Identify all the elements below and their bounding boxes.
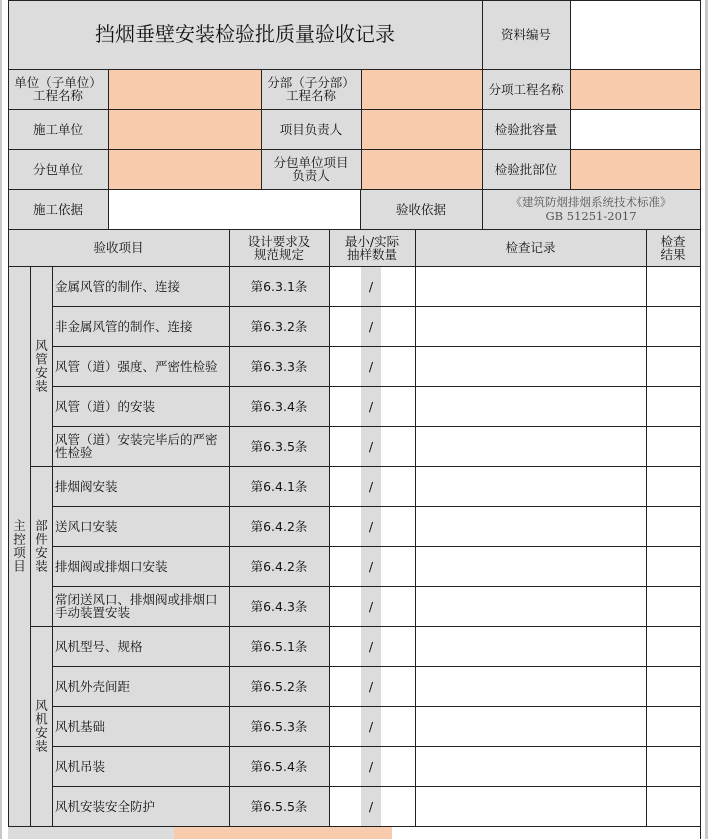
construction-basis-value[interactable]	[108, 189, 360, 229]
inspection-item: 风机外壳间距	[52, 666, 229, 706]
min-sample-input[interactable]	[329, 466, 361, 506]
sample-separator: /	[361, 426, 381, 466]
spec-clause: 第6.3.3条	[229, 346, 329, 386]
subitem-name-label: 分项工程名称	[482, 69, 570, 109]
inspection-record-input[interactable]	[415, 746, 646, 786]
sample-separator: /	[361, 506, 381, 546]
inspection-item: 排烟阀安装	[52, 466, 229, 506]
actual-sample-input[interactable]	[381, 546, 415, 586]
spec-clause: 第6.4.2条	[229, 506, 329, 546]
batch-location-value[interactable]	[570, 149, 700, 189]
inspection-result-input[interactable]	[646, 346, 700, 386]
spec-clause: 第6.4.3条	[229, 586, 329, 626]
sample-separator: /	[361, 266, 381, 306]
actual-sample-input[interactable]	[381, 706, 415, 746]
inspection-record-input[interactable]	[415, 426, 646, 466]
division-name-label: 分部（子分部） 工程名称	[261, 69, 361, 109]
inspection-record-input[interactable]	[415, 266, 646, 306]
actual-sample-input[interactable]	[381, 266, 415, 306]
spec-clause: 第6.5.5条	[229, 786, 329, 826]
inspection-item: 常闭送风口、排烟阀或排烟口手动装置安装	[52, 586, 229, 626]
actual-sample-input[interactable]	[381, 746, 415, 786]
sub-manager-value[interactable]	[361, 149, 482, 189]
actual-sample-input[interactable]	[381, 306, 415, 346]
inspection-record-input[interactable]	[415, 706, 646, 746]
subcontractor-label: 分包单位	[8, 149, 108, 189]
inspection-item: 排烟阀或排烟口安装	[52, 546, 229, 586]
division-name-value[interactable]	[361, 69, 482, 109]
doc-no-value[interactable]	[570, 0, 700, 69]
inspection-record-input[interactable]	[415, 786, 646, 826]
actual-sample-input[interactable]	[381, 586, 415, 626]
batch-capacity-label: 检验批容量	[482, 109, 570, 149]
sample-separator: /	[361, 386, 381, 426]
acceptance-basis-label: 验收依据	[360, 189, 482, 229]
min-sample-input[interactable]	[329, 666, 361, 706]
inspection-record-input[interactable]	[415, 666, 646, 706]
bottom-row-rest	[392, 827, 700, 839]
col-header-item: 验收项目	[8, 229, 229, 266]
sample-separator: /	[361, 306, 381, 346]
spec-clause: 第6.5.3条	[229, 706, 329, 746]
acceptance-basis-value: 《建筑防烟排烟系统技术标准》 GB 51251-2017	[482, 189, 700, 229]
inspection-result-input[interactable]	[646, 586, 700, 626]
actual-sample-input[interactable]	[381, 466, 415, 506]
inspection-result-input[interactable]	[646, 546, 700, 586]
spec-clause: 第6.5.4条	[229, 746, 329, 786]
sample-separator: /	[361, 586, 381, 626]
group-label-fan: 风机安装	[30, 626, 52, 826]
col-header-record: 检查记录	[415, 229, 646, 266]
group-label-component: 部件安装	[30, 466, 52, 626]
min-sample-input[interactable]	[329, 306, 361, 346]
subcontractor-value[interactable]	[108, 149, 261, 189]
col-header-sample: 最小/实际 抽样数量	[329, 229, 415, 266]
bottom-row-label	[8, 827, 174, 839]
inspection-result-input[interactable]	[646, 506, 700, 546]
project-manager-value[interactable]	[361, 109, 482, 149]
inspection-result-input[interactable]	[646, 666, 700, 706]
unit-name-value[interactable]	[108, 69, 261, 109]
min-sample-input[interactable]	[329, 626, 361, 666]
sub-manager-label: 分包单位项目 负责人	[261, 149, 361, 189]
min-sample-input[interactable]	[329, 506, 361, 546]
doc-no-label: 资料编号	[482, 0, 570, 69]
inspection-item: 风管（道）安装完毕后的严密性检验	[52, 426, 229, 466]
col-header-result: 检查 结果	[646, 229, 700, 266]
subitem-name-value[interactable]	[570, 69, 700, 109]
min-sample-input[interactable]	[329, 546, 361, 586]
sample-separator: /	[361, 626, 381, 666]
sample-separator: /	[361, 466, 381, 506]
min-sample-input[interactable]	[329, 706, 361, 746]
actual-sample-input[interactable]	[381, 346, 415, 386]
inspection-record-input[interactable]	[415, 586, 646, 626]
actual-sample-input[interactable]	[381, 626, 415, 666]
inspection-result-input[interactable]	[646, 466, 700, 506]
sample-separator: /	[361, 786, 381, 826]
inspection-item: 送风口安装	[52, 506, 229, 546]
min-sample-input[interactable]	[329, 586, 361, 626]
batch-capacity-value[interactable]	[570, 109, 700, 149]
min-sample-input[interactable]	[329, 426, 361, 466]
inspection-item: 风管（道）强度、严密性检验	[52, 346, 229, 386]
col-header-design: 设计要求及 规范规定	[229, 229, 329, 266]
min-sample-input[interactable]	[329, 266, 361, 306]
contractor-value[interactable]	[108, 109, 261, 149]
spec-clause: 第6.4.2条	[229, 546, 329, 586]
inspection-result-input[interactable]	[646, 706, 700, 746]
spec-clause: 第6.5.1条	[229, 626, 329, 666]
min-sample-input[interactable]	[329, 746, 361, 786]
main-control-items-label: 主控项目	[8, 266, 30, 826]
min-sample-input[interactable]	[329, 346, 361, 386]
actual-sample-input[interactable]	[381, 426, 415, 466]
inspection-record-input[interactable]	[415, 506, 646, 546]
bottom-row-value[interactable]	[174, 827, 392, 839]
sample-separator: /	[361, 666, 381, 706]
form-title: 挡烟垂壁安装检验批质量验收记录	[8, 0, 482, 69]
construction-basis-label: 施工依据	[8, 189, 108, 229]
spec-clause: 第6.5.2条	[229, 666, 329, 706]
inspection-record-input[interactable]	[415, 466, 646, 506]
actual-sample-input[interactable]	[381, 666, 415, 706]
inspection-result-input[interactable]	[646, 426, 700, 466]
inspection-record-input[interactable]	[415, 306, 646, 346]
spec-clause: 第6.3.2条	[229, 306, 329, 346]
inspection-result-input[interactable]	[646, 626, 700, 666]
group-label-duct: 风管安装	[30, 266, 52, 466]
inspection-item: 风机型号、规格	[52, 626, 229, 666]
inspection-result-input[interactable]	[646, 266, 700, 306]
spec-clause: 第6.4.1条	[229, 466, 329, 506]
inspection-item: 风机安装安全防护	[52, 786, 229, 826]
inspection-item: 金属风管的制作、连接	[52, 266, 229, 306]
inspection-result-input[interactable]	[646, 386, 700, 426]
inspection-result-input[interactable]	[646, 746, 700, 786]
inspection-item: 风管（道）的安装	[52, 386, 229, 426]
sample-separator: /	[361, 546, 381, 586]
sample-separator: /	[361, 746, 381, 786]
inspection-record-input[interactable]	[415, 626, 646, 666]
spec-clause: 第6.3.1条	[229, 266, 329, 306]
min-sample-input[interactable]	[329, 386, 361, 426]
inspection-item: 风机吊装	[52, 746, 229, 786]
sample-separator: /	[361, 706, 381, 746]
spec-clause: 第6.3.4条	[229, 386, 329, 426]
actual-sample-input[interactable]	[381, 506, 415, 546]
batch-location-label: 检验批部位	[482, 149, 570, 189]
min-sample-input[interactable]	[329, 786, 361, 826]
contractor-label: 施工单位	[8, 109, 108, 149]
inspection-item: 非金属风管的制作、连接	[52, 306, 229, 346]
inspection-item: 风机基础	[52, 706, 229, 746]
inspection-result-input[interactable]	[646, 786, 700, 826]
actual-sample-input[interactable]	[381, 386, 415, 426]
actual-sample-input[interactable]	[381, 786, 415, 826]
sheet-left-edge	[0, 0, 2, 839]
inspection-record-input[interactable]	[415, 346, 646, 386]
spec-clause: 第6.3.5条	[229, 426, 329, 466]
project-manager-label: 项目负责人	[261, 109, 361, 149]
inspection-result-input[interactable]	[646, 306, 700, 346]
inspection-record-input[interactable]	[415, 546, 646, 586]
inspection-record-input[interactable]	[415, 386, 646, 426]
unit-name-label: 单位（子单位） 工程名称	[8, 69, 108, 109]
sample-separator: /	[361, 346, 381, 386]
